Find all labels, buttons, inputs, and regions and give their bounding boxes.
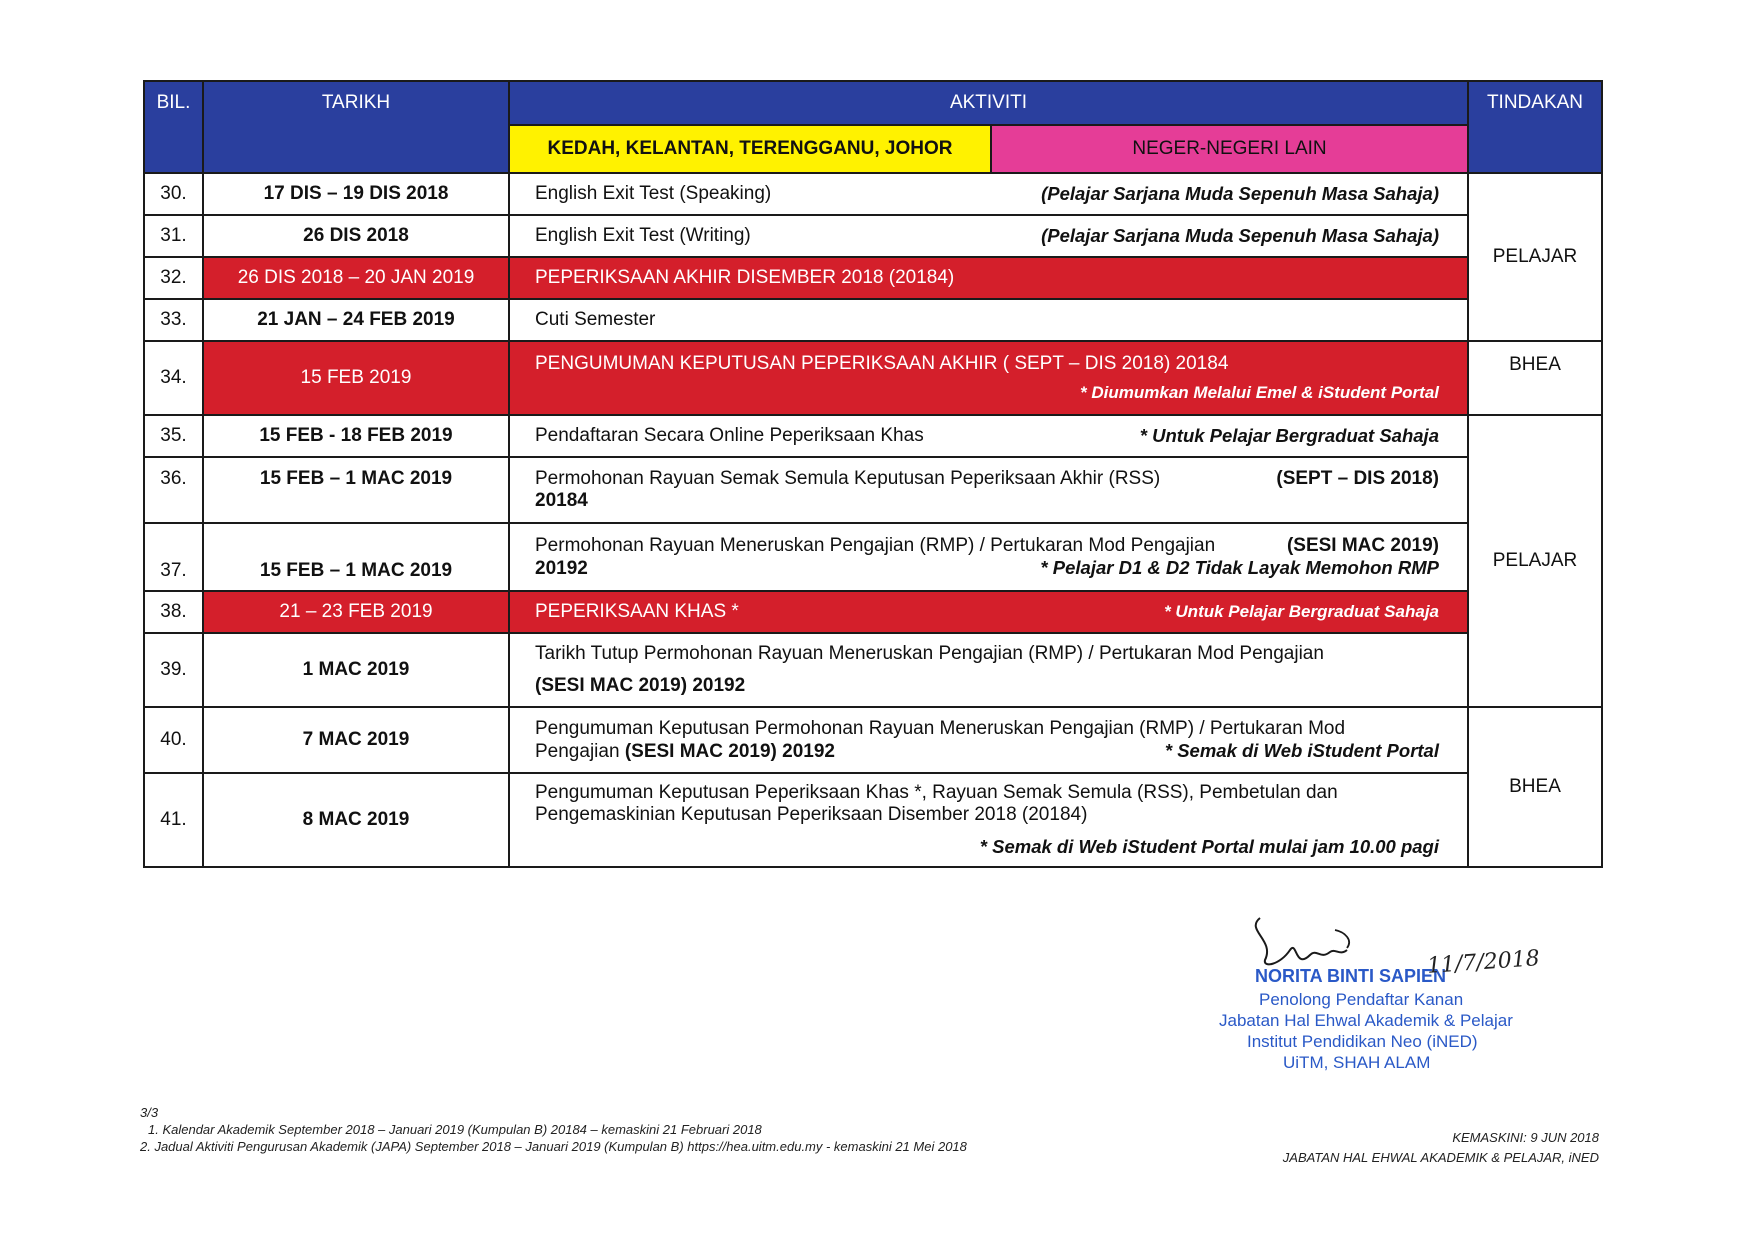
- activity-text: Permohonan Rayuan Semak Semula Keputusan Peperiksaan Akhir (RSS): [535, 468, 1161, 489]
- row-35-activity: [508, 414, 1469, 458]
- header-tindakan-label: TINDAKAN: [1486, 92, 1584, 113]
- tarikh-text: 21 JAN – 24 FEB 2019: [257, 309, 455, 330]
- tarikh-text: 7 MAC 2019: [302, 729, 410, 750]
- activity-table: [143, 80, 1609, 894]
- row-33-bil: [143, 298, 204, 342]
- tindakan-text: BHEA: [1509, 776, 1561, 797]
- row-34-tarikh: [202, 340, 510, 416]
- tarikh-text: 15 FEB 2019: [300, 367, 412, 388]
- signatory-name: NORITA BINTI SAPIEN: [1255, 966, 1447, 986]
- row-31-bil: [143, 214, 204, 258]
- row-41-bil: [143, 772, 204, 868]
- header-bil-label: BIL.: [156, 92, 191, 113]
- row-40-bil: [143, 706, 204, 774]
- department-name: JABATAN HAL EHWAL AKADEMIK & PELAJAR, iNED: [1282, 1150, 1599, 1165]
- activity-note: * Untuk Pelajar Bergraduat Sahaja: [1139, 425, 1439, 446]
- row-32-tarikh: [202, 256, 510, 300]
- signature-block: [1195, 910, 1541, 1072]
- activity-text: Tarikh Tutup Permohonan Rayuan Meneruskan Pengajian (RMP) / Pertukaran Mod Pengajian: [535, 643, 1324, 664]
- tarikh-text: 21 – 23 FEB 2019: [279, 601, 433, 622]
- reference-1: 1. Kalendar Akademik September 2018 – Januari 2019 (Kumpulan B) 20184 – kemaskini 21 Februari 2018: [148, 1122, 762, 1137]
- row-37-bil: [143, 522, 204, 592]
- activity-line2: 20184: [535, 490, 588, 511]
- group-lain-label: NEGER-NEGERI LAIN: [1132, 138, 1327, 159]
- row-36-activity: [508, 456, 1469, 524]
- header-aktiviti-label: AKTIVITI: [949, 92, 1028, 113]
- activity-line2-plain: Pengajian: [535, 740, 620, 762]
- bil-text: 37.: [160, 560, 187, 581]
- activity-note: * Untuk Pelajar Bergraduat Sahaja: [1164, 602, 1439, 621]
- row-39-bil: [143, 632, 204, 708]
- tarikh-text: 15 FEB – 1 MAC 2019: [259, 468, 453, 489]
- activity-bold: (SESI MAC 2019): [1286, 534, 1439, 556]
- signatory-dept: Jabatan Hal Ehwal Akademik & Pelajar: [1219, 1011, 1513, 1030]
- tindakan-text: PELAJAR: [1492, 246, 1578, 267]
- row-31-tarikh: [202, 214, 510, 258]
- bil-text: 35.: [160, 425, 187, 446]
- footer-update-info: [1283, 1128, 1599, 1168]
- signatory-institute: Institut Pendidikan Neo (iNED): [1247, 1032, 1478, 1051]
- activity-line2: 20192: [535, 557, 588, 579]
- tarikh-text: 26 DIS 2018: [303, 225, 409, 246]
- row-35-bil: [143, 414, 204, 458]
- bil-text: 40.: [160, 729, 187, 750]
- header-tarikh: [202, 80, 510, 174]
- row-30-activity: [508, 172, 1469, 216]
- activity-text: Pendaftaran Secara Online Peperiksaan Khas: [535, 425, 924, 446]
- row-41-activity: [508, 772, 1469, 868]
- row-37-tarikh: [202, 522, 510, 592]
- activity-line2: (SESI MAC 2019) 20192: [624, 740, 835, 762]
- tindakan-bhea-2: [1467, 706, 1603, 868]
- activity-text: Cuti Semester: [535, 309, 656, 330]
- tindakan-pelajar-2: [1467, 414, 1603, 708]
- bil-text: 32.: [160, 267, 187, 288]
- bil-text: 38.: [160, 601, 187, 622]
- row-40-activity: [508, 706, 1469, 774]
- activity-text: PEPERIKSAAN AKHIR DISEMBER 2018 (20184): [535, 267, 955, 288]
- updated-date: KEMASKINI: 9 JUN 2018: [1452, 1130, 1599, 1145]
- row-39-activity: [508, 632, 1469, 708]
- row-38-activity: [508, 590, 1469, 634]
- activity-line2-plain: Pengemaskinian Keputusan Peperiksaan Disember 2018 (20184): [535, 804, 1088, 825]
- activity-note: * Semak di Web iStudent Portal: [1164, 739, 1439, 761]
- tindakan-pelajar-1: [1467, 172, 1603, 342]
- signature-date: 11/7/2018: [1426, 946, 1541, 979]
- signatory-title: Penolong Pendaftar Kanan: [1259, 990, 1464, 1009]
- page-number: 3/3: [140, 1105, 159, 1120]
- activity-note: (Pelajar Sarjana Muda Sepenuh Masa Sahaja): [1041, 183, 1439, 204]
- row-32-bil: [143, 256, 204, 300]
- activity-text: English Exit Test (Speaking): [535, 183, 772, 204]
- activity-text: English Exit Test (Writing): [535, 225, 751, 246]
- bil-text: 31.: [160, 225, 187, 246]
- row-30-bil: [143, 172, 204, 216]
- row-36-bil: [143, 456, 204, 524]
- tarikh-text: 17 DIS – 19 DIS 2018: [263, 183, 449, 204]
- activity-text: PEPERIKSAAN KHAS *: [535, 601, 739, 622]
- header-group-kedah: [508, 124, 992, 174]
- row-40-tarikh: [202, 706, 510, 774]
- header-group-lain: [990, 124, 1469, 174]
- row-35-tarikh: [202, 414, 510, 458]
- activity-bold: (SEPT – DIS 2018): [1276, 468, 1439, 489]
- row-41-tarikh: [202, 772, 510, 868]
- activity-note: (Pelajar Sarjana Muda Sepenuh Masa Sahaja): [1041, 225, 1439, 246]
- row-34-bil: [143, 340, 204, 416]
- row-39-tarikh: [202, 632, 510, 708]
- activity-line2: (SESI MAC 2019) 20192: [535, 675, 746, 696]
- tindakan-text: BHEA: [1509, 354, 1561, 375]
- row-36-tarikh: [202, 456, 510, 524]
- group-kedah-label: KEDAH, KELANTAN, TERENGGANU, JOHOR: [547, 138, 953, 159]
- tarikh-text: 1 MAC 2019: [302, 659, 410, 680]
- activity-text: Pengumuman Keputusan Permohonan Rayuan Meneruskan Pengajian (RMP) / Pertukaran Mod: [535, 717, 1346, 739]
- header-tindakan: [1467, 80, 1603, 174]
- bil-text: 33.: [160, 309, 187, 330]
- footer-references: [140, 1104, 967, 1155]
- row-38-tarikh: [202, 590, 510, 634]
- activity-text: Permohonan Rayuan Meneruskan Pengajian (RMP) / Pertukaran Mod Pengajian: [535, 534, 1216, 556]
- row-31-activity: [508, 214, 1469, 258]
- row-32-activity: [508, 256, 1469, 300]
- row-33-tarikh: [202, 298, 510, 342]
- activity-note: * Pelajar D1 & D2 Tidak Layak Memohon RMP: [1040, 556, 1439, 578]
- activity-text: PENGUMUMAN KEPUTUSAN PEPERIKSAAN AKHIR ( SEPT – DIS 2018) 20184: [535, 353, 1229, 374]
- tarikh-text: 15 FEB - 18 FEB 2019: [259, 425, 453, 446]
- row-37-activity: [508, 522, 1469, 592]
- activity-text: Pengumuman Keputusan Peperiksaan Khas *, Rayuan Semak Semula (RSS), Pembetulan dan: [535, 782, 1338, 803]
- row-34-activity: [508, 340, 1469, 416]
- bil-text: 30.: [160, 183, 187, 204]
- tarikh-text: 15 FEB – 1 MAC 2019: [259, 560, 453, 581]
- tindakan-text: PELAJAR: [1492, 550, 1578, 571]
- activity-note: * Semak di Web iStudent Portal mulai jam 10.00 pagi: [979, 836, 1439, 857]
- bil-text: 39.: [160, 659, 187, 680]
- tarikh-text: 26 DIS 2018 – 20 JAN 2019: [237, 267, 475, 288]
- row-30-tarikh: [202, 172, 510, 216]
- signatory-campus: UiTM, SHAH ALAM: [1283, 1053, 1431, 1072]
- header-tarikh-label: TARIKH: [321, 92, 391, 113]
- reference-2: 2. Jadual Aktiviti Pengurusan Akademik (JAPA) September 2018 – Januari 2019 (Kumpulan B) https://hea.uitm.edu.my - kemaskini 21 Mei 2018: [140, 1139, 967, 1154]
- tindakan-bhea-1: [1467, 340, 1603, 416]
- tarikh-text: 8 MAC 2019: [302, 809, 410, 830]
- row-33-activity: [508, 298, 1469, 342]
- bil-text: 34.: [160, 367, 187, 388]
- activity-note: * Diumumkan Melalui Emel & iStudent Portal: [1080, 383, 1439, 402]
- bil-text: 36.: [160, 468, 187, 489]
- header-bil: [143, 80, 204, 174]
- bil-text: 41.: [160, 809, 187, 830]
- row-38-bil: [143, 590, 204, 634]
- header-aktiviti: [508, 80, 1469, 126]
